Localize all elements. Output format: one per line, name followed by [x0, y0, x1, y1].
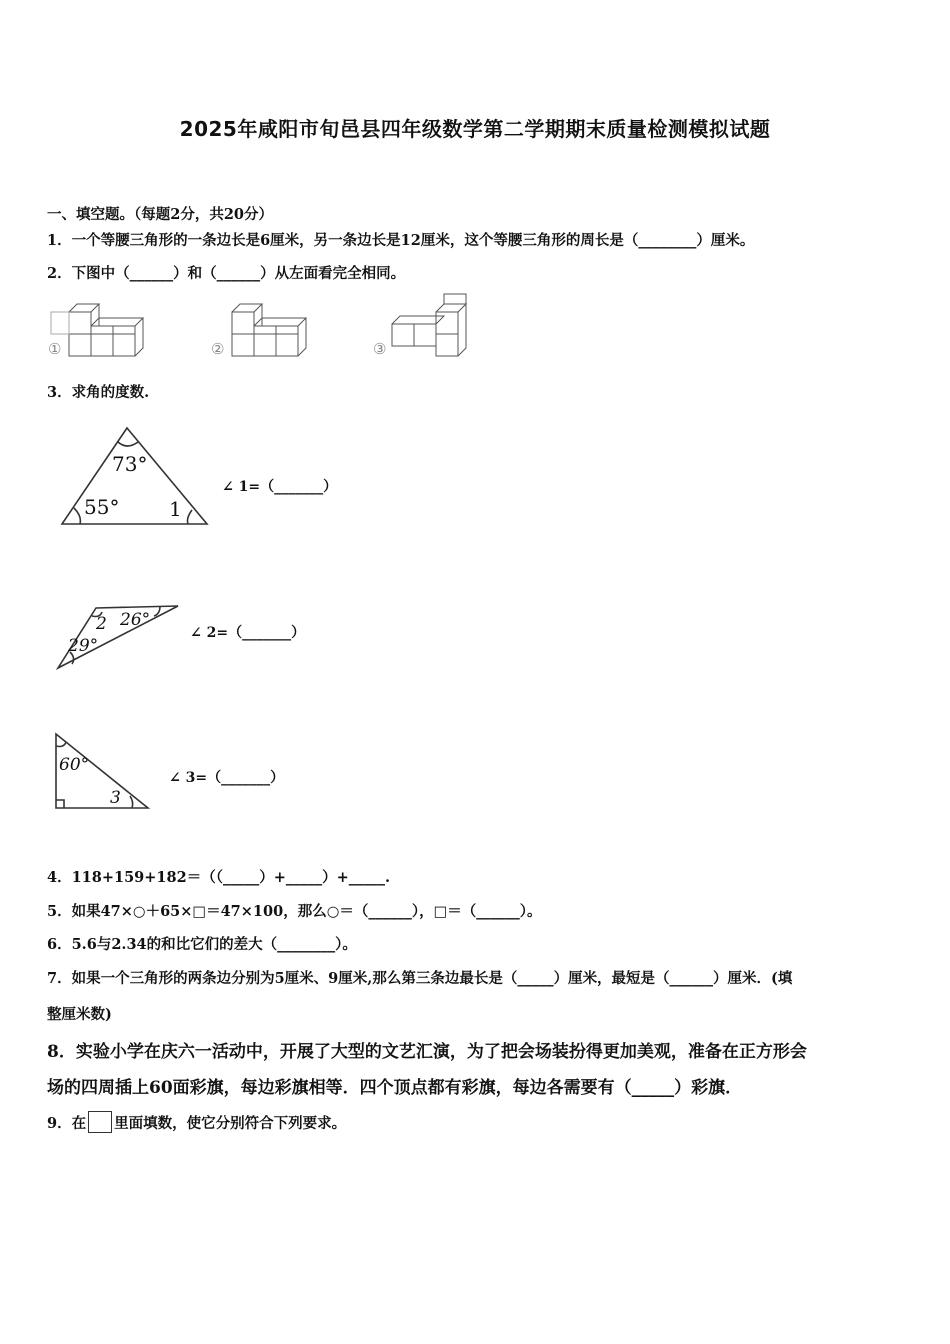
tri3-angle-b: 3	[110, 788, 121, 808]
tri2-angle-c: 29°	[68, 636, 99, 656]
tri1-answer: ∠ 1=（_______）	[222, 479, 338, 495]
tri3-angle-a: 60°	[59, 755, 90, 775]
question-4: 4．118+159+182＝（（_____）+_____）+_____.	[47, 869, 391, 886]
question-9-prefix: 9．在	[47, 1115, 87, 1132]
figure-label-3: ③	[373, 340, 387, 358]
figure-label-1: ①	[48, 340, 62, 358]
answer-box	[88, 1111, 112, 1133]
section-heading: 一、填空题。（每题2分，共20分）	[47, 206, 274, 223]
question-8-line-1: 8．实验小学在庆六一活动中，开展了大型的文艺汇演，为了把会场装扮得更加美观，准备在正方形会	[47, 1042, 807, 1062]
triangle-1	[52, 424, 217, 534]
question-6: 6．5.6与2.34的和比它们的差大（________）。	[47, 936, 357, 953]
tri1-right-label: 1	[169, 497, 182, 521]
page-title: 2025年咸阳市旬邑县四年级数学第二学期期末质量检测模拟试题	[179, 117, 771, 141]
tri1-top-angle: 73°	[112, 452, 148, 476]
tri2-angle-b: 26°	[120, 610, 151, 630]
question-7-line-1: 7．如果一个三角形的两条边分别为5厘米、9厘米,那么第三条边最长是（_____）厘米，最短是（______）厘米．(填	[47, 970, 793, 987]
cube-figure-3	[372, 292, 482, 362]
cube-figure-1	[47, 298, 157, 362]
question-7-line-2: 整厘米数)	[47, 1006, 112, 1023]
question-2: 2．下图中（______）和（______）从左面看完全相同。	[47, 265, 406, 282]
tri2-answer: ∠ 2=（_______）	[190, 625, 306, 641]
question-9-suffix: 里面填数，使它分别符合下列要求。	[114, 1115, 347, 1132]
question-8-line-2: 场的四周插上60面彩旗，每边彩旗相等．四个顶点都有彩旗，每边各需要有（_____）彩旗．	[47, 1078, 743, 1098]
tri2-angle-a: 2	[96, 614, 107, 634]
question-3: 3．求角的度数.	[47, 384, 150, 401]
cube-figure-2	[210, 298, 320, 362]
figure-label-2: ②	[211, 340, 225, 358]
question-1: 1．一个等腰三角形的一条边长是6厘米，另一条边长是12厘米，这个等腰三角形的周长是（________）厘米。	[47, 232, 755, 249]
question-9	[47, 1111, 346, 1133]
tri3-answer: ∠ 3=（_______）	[169, 770, 285, 786]
question-5: 5．如果47×○＋65×□＝47×100，那么○＝（______），□＝（______）。	[47, 903, 542, 920]
tri1-left-angle: 55°	[84, 495, 120, 519]
